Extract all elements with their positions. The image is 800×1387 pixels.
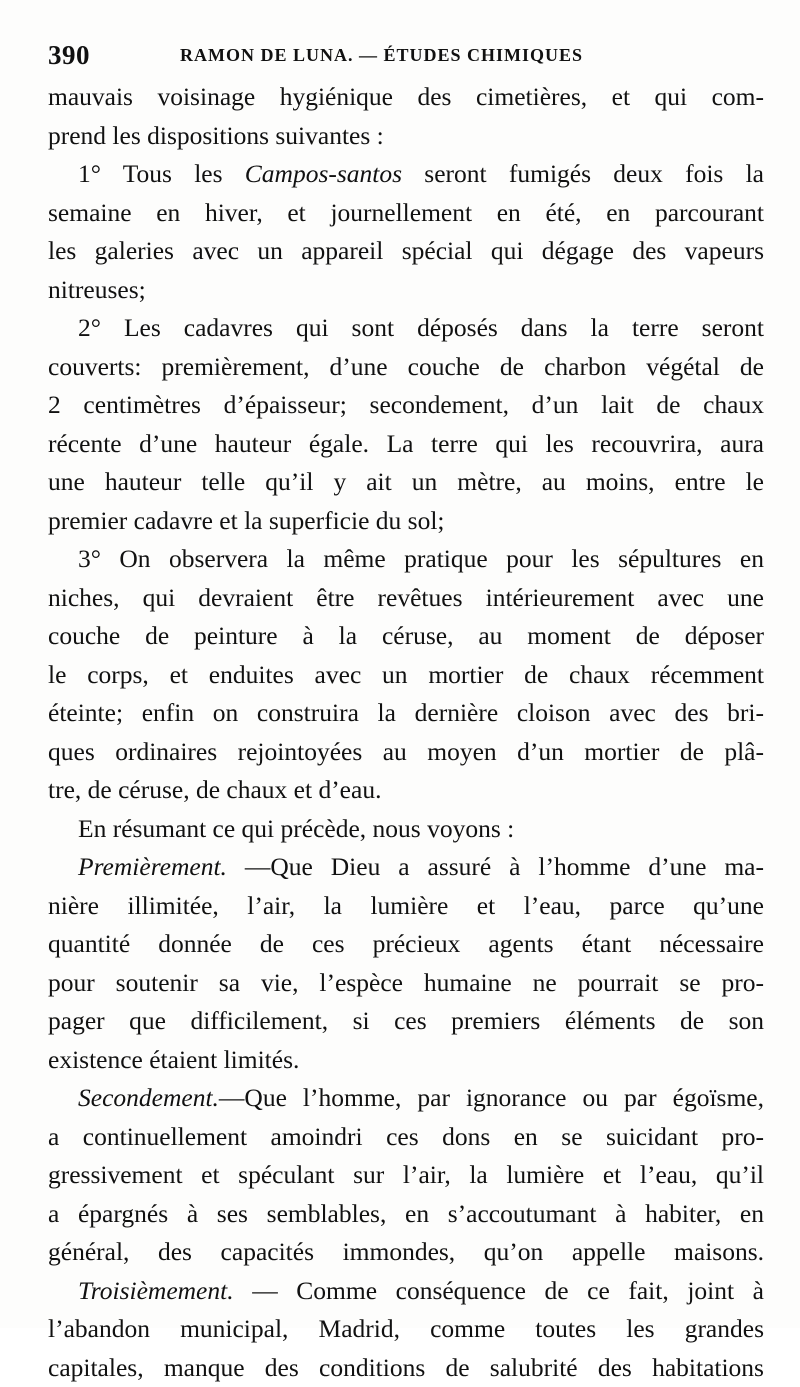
text-line: ques ordinaires rejointoyées au moyen d’un mortier de plâ-: [48, 733, 764, 772]
text-line: 1° Tous les Campos-santos seront fumigés deux fois la: [48, 155, 764, 194]
text-line: Premièrement. —Que Dieu a assuré à l’homme d’une ma-: [48, 848, 764, 887]
text-line: Troisièmement. — Comme conséquence de ce fait, joint à: [48, 1272, 764, 1311]
text-line: éteinte; enfin on construira la dernière cloison avec des bri-: [48, 694, 764, 733]
running-title: RAMON DE LUNA. — ÉTUDES CHIMIQUES: [180, 45, 583, 66]
text-line: quantité donnée de ces précieux agents étant nécessaire: [48, 925, 764, 964]
text-line: semaine en hiver, et journellement en été, en parcourant: [48, 194, 764, 233]
text-line: couche de peinture à la céruse, au moment de déposer: [48, 617, 764, 656]
text-line: nitreuses;: [48, 271, 764, 310]
text-line: une hauteur telle qu’il y ait un mètre, au moins, entre le: [48, 463, 764, 502]
text-line: 3° On observera la même pratique pour les sépultures en: [48, 540, 764, 579]
text-line: 2 centimètres d’épaisseur; secondement, d’un lait de chaux: [48, 386, 764, 425]
page-number: 390: [48, 40, 90, 71]
text-line: nière illimitée, l’air, la lumière et l’eau, parce qu’une: [48, 887, 764, 926]
text-line: les galeries avec un appareil spécial qui dégage des vapeurs: [48, 232, 764, 271]
text-line: 2° Les cadavres qui sont déposés dans la terre seront: [48, 309, 764, 348]
text-line: mauvais voisinage hygiénique des cimetières, et qui com-: [48, 78, 764, 117]
text-line: existence étaient limités.: [48, 1041, 764, 1080]
text-line: tre, de céruse, de chaux et d’eau.: [48, 771, 764, 810]
text-line: En résumant ce qui précède, nous voyons :: [48, 810, 764, 849]
text-line: Secondement.—Que l’homme, par ignorance ou par égoïsme,: [48, 1079, 764, 1118]
text-line: l’abandon municipal, Madrid, comme toutes les grandes: [48, 1310, 764, 1349]
text-line: couverts: premièrement, d’une couche de charbon végétal de: [48, 348, 764, 387]
text-line: récente d’une hauteur égale. La terre qui les recouvrira, aura: [48, 425, 764, 464]
body-text: [48, 78, 764, 1387]
text-line: le corps, et enduites avec un mortier de chaux récemment: [48, 656, 764, 695]
text-line: a épargnés à ses semblables, en s’accoutumant à habiter, en: [48, 1195, 764, 1234]
text-line: pager que difficilement, si ces premiers éléments de son: [48, 1002, 764, 1041]
text-line: pour soutenir sa vie, l’espèce humaine ne pourrait se pro-: [48, 964, 764, 1003]
text-line: niches, qui devraient être revêtues intérieurement avec une: [48, 579, 764, 618]
text-line: général, des capacités immondes, qu’on appelle maisons.: [48, 1233, 764, 1272]
text-line: capitales, manque des conditions de salubrité des habitations: [48, 1349, 764, 1387]
running-head: [48, 40, 764, 76]
text-line: gressivement et spéculant sur l’air, la lumière et l’eau, qu’il: [48, 1156, 764, 1195]
text-line: a continuellement amoindri ces dons en se suicidant pro-: [48, 1118, 764, 1157]
text-line: premier cadavre et la superficie du sol;: [48, 502, 764, 541]
text-line: prend les dispositions suivantes :: [48, 117, 764, 156]
